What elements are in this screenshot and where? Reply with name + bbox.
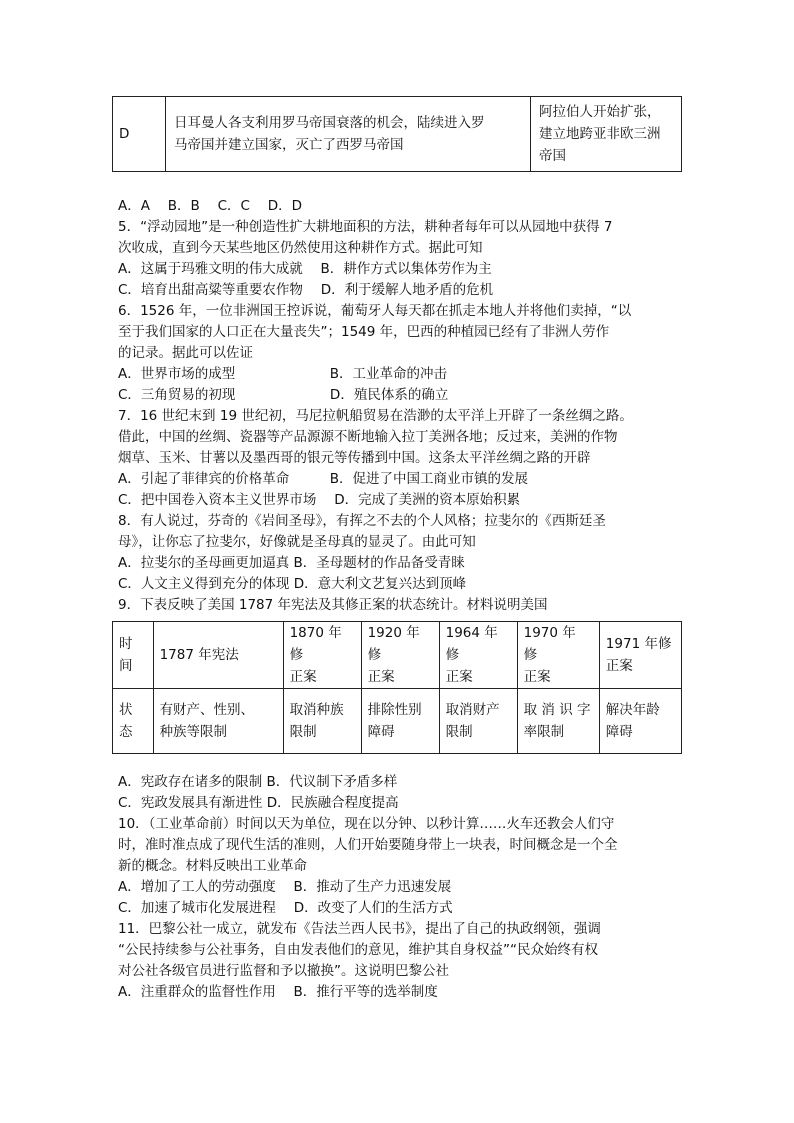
table-cell (153, 689, 283, 754)
text-line: 新的概念。材料反映出工业革命 (118, 858, 307, 874)
cell-line: 种族等限制 (159, 724, 228, 740)
table-header-cell (113, 689, 154, 754)
cell-line: 建立地跨亚非欧三洲 (539, 126, 661, 142)
cell-line: 间 (119, 658, 133, 674)
cell-line: 正案 (523, 669, 551, 685)
text-line: A．宪政存在诸多的限制 B．代议制下矛盾多样 (118, 774, 398, 790)
cell-line: 1787 年宪法 (159, 647, 239, 663)
cell-line: 1971 年修 (605, 636, 672, 652)
text-line: 借此，中国的丝绸、瓷器等产品源源不断地输入拉丁美洲各地；反过来，美洲的作物 (118, 429, 618, 445)
text-line: A．增加了工人的劳动强度 B．推动了生产力迅速发展 (118, 879, 452, 895)
table-cell-option: D (113, 97, 166, 172)
table-cell (599, 622, 681, 689)
text-line: 时，准时准点成了现代生活的准则，人们开始要随身带上一块表，时间概念是一个全 (118, 837, 618, 853)
cell-line: 马帝国并建立国家，灭亡了西罗马帝国 (174, 137, 404, 153)
text-line: 烟草、玉米、甘薯以及墨西哥的银元等传播到中国。这条太平洋丝绸之路的开辟 (118, 450, 591, 466)
cell-line: 率限制 (523, 724, 565, 740)
table-row-status (113, 689, 682, 754)
cell-line: 时 (119, 636, 133, 652)
table-cell (517, 689, 599, 754)
text-line: 7．16 世纪末到 19 世纪初，马尼拉帆船贸易在浩渺的太平洋上开辟了一条丝绸之路。 (118, 408, 633, 424)
cell-line: 1964 年修 (445, 625, 498, 663)
table-cell (153, 622, 283, 689)
table-cell-description (166, 97, 531, 172)
text-line: A．这属于玛雅文明的伟大成就 B．耕作方式以集体劳作为主 (118, 261, 492, 277)
text-line: A．A B．B C．C D．D (118, 198, 303, 214)
cell-line: 1970 年 修 (523, 625, 576, 663)
text-line: A．拉斐尔的圣母画更加逼真 B．圣母题材的作品备受青睐 (118, 555, 465, 571)
cell-line: 解决年龄 (605, 702, 660, 718)
cell-line: 正案 (367, 669, 395, 685)
table-cell (283, 689, 361, 754)
text-line: A．引起了菲律宾的价格革命 B．促进了中国工商业市镇的发展 (118, 471, 528, 487)
table-cell-description (531, 97, 682, 172)
cell-line: 日耳曼人各支利用罗马帝国衰落的机会，陆续进入罗 (174, 115, 485, 131)
text-line: C．人文主义得到充分的体现 D．意大利文艺复兴达到顶峰 (118, 576, 467, 592)
text-line: C．培育出甜高粱等重要农作物 D．利于缓解人地矛盾的危机 (118, 282, 494, 298)
text-line: 的记录。据此可以佐证 (118, 345, 253, 361)
cell-line: 1870 年修 (289, 625, 342, 663)
table-row-time (113, 622, 682, 689)
cell-line: 态 (119, 724, 133, 740)
table-cell (361, 689, 439, 754)
cell-line: 限制 (445, 724, 473, 740)
cell-line: 帝国 (539, 148, 566, 164)
cell-line: 有财产、性别、 (159, 702, 255, 718)
table-cell (361, 622, 439, 689)
text-line: C．加速了城市化发展进程 D．改变了人们的生活方式 (118, 900, 453, 916)
text-line: 6．1526 年，一位非洲国王控诉说，葡萄牙人每天都在抓走本地人并将他们卖掉，“以 (118, 303, 632, 319)
question-text-block (118, 196, 684, 616)
text-line: C．把中国卷入资本主义世界市场 D．完成了美洲的资本原始积累 (118, 492, 521, 508)
text-line: 对公社各级官员进行监督和予以撤换”。这说明巴黎公社 (118, 963, 449, 979)
text-line: A．世界市场的成型 B．工业革命的冲击 (118, 366, 447, 382)
text-line: 次收成，直到今天某些地区仍然使用这种耕作方式。据此可知 (118, 240, 483, 256)
text-line: 5．“浮动园地”是一种创造性扩大耕地面积的方法，耕种者每年可以从园地中获得 7 (118, 219, 613, 235)
cell-line: 限制 (289, 724, 317, 740)
question-text-block (118, 772, 684, 1003)
text-line: 10．（工业革命前）时间以天为单位，现在以分钟、以秒计算……火车还教会人们守 (118, 816, 615, 832)
constitution-amendments-table (112, 621, 682, 754)
text-line: 11．巴黎公社一成立，就发布《告法兰西人民书》，提出了自己的执政纲领，强调 (118, 921, 601, 937)
cell-line: 取消种族 (289, 702, 344, 718)
text-line: C．三角贸易的初现 D．殖民体系的确立 (118, 387, 449, 403)
cell-line: 排除性别 (367, 702, 422, 718)
text-line: 至于我们国家的人口正在大量丧失”；1549 年，巴西的种植园已经有了非洲人劳作 (118, 324, 610, 340)
cell-line: 障碍 (605, 724, 633, 740)
text-line: 9．下表反映了美国 1787 年宪法及其修正案的状态统计。材料说明美国 (118, 597, 548, 613)
cell-line: 阿拉伯人开始扩张， (539, 104, 661, 120)
table-cell (439, 622, 517, 689)
table-cell (517, 622, 599, 689)
cell-line: 正案 (289, 669, 317, 685)
text-line: 母》，让你忘了拉斐尔，好像就是圣母真的显灵了。由此可知 (118, 534, 476, 550)
text-line: A．注重群众的监督性作用 B．推行平等的选举制度 (118, 984, 438, 1000)
cell-line: 取 消 识 字 (523, 702, 591, 718)
text-line: “公民持续参与公社事务，自由发表他们的意见，维护其自身权益”“民众始终有权 (118, 942, 598, 958)
cell-line: 状 (119, 702, 133, 718)
table-cell (439, 689, 517, 754)
text-line: C．宪政发展具有渐进性 D．民族融合程度提高 (118, 795, 399, 811)
text-line: 8．有人说过，芬奇的《岩间圣母》，有挥之不去的个人风格；拉斐尔的《西斯廷圣 (118, 513, 606, 529)
table-cell (599, 689, 681, 754)
table-row (113, 97, 682, 172)
cell-line: 正案 (605, 658, 633, 674)
cell-line: 1920 年修 (367, 625, 420, 663)
table-cell (283, 622, 361, 689)
cell-line: 障碍 (367, 724, 395, 740)
table-header-cell (113, 622, 154, 689)
cell-line: 取消财产 (445, 702, 500, 718)
cell-line: 正案 (445, 669, 473, 685)
options-comparison-table (112, 96, 682, 172)
